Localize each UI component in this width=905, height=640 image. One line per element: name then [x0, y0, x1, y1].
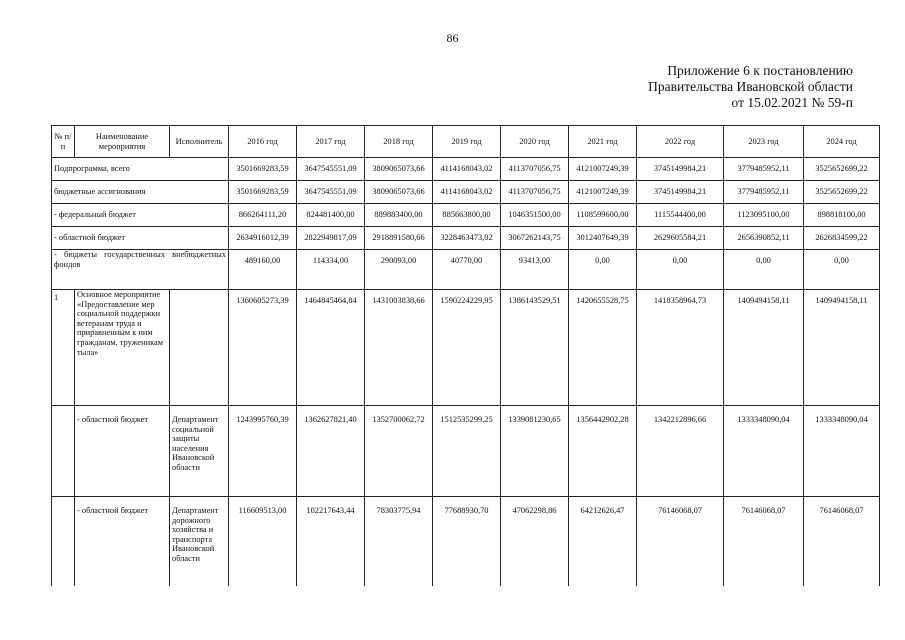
value-cell: 3809065073,66 — [365, 158, 433, 181]
value-cell: 1333348090,04 — [724, 406, 804, 497]
value-cell: 3779485952,11 — [724, 181, 804, 204]
value-cell: 1352700062,72 — [365, 406, 433, 497]
header-cell: Наименование мероприятия — [75, 126, 170, 158]
value-cell: 0,00 — [637, 250, 724, 290]
value-cell: 3228463473,02 — [433, 227, 501, 250]
executor — [170, 290, 229, 406]
budget-table — [51, 125, 880, 586]
header-cell: 2021 год — [569, 126, 637, 158]
value-cell: 2918891580,66 — [365, 227, 433, 250]
value-cell: 2656390852,11 — [724, 227, 804, 250]
page-number: 86 — [446, 31, 459, 45]
value-cell: 898818100,00 — [804, 204, 880, 227]
header-cell: 2020 год — [501, 126, 569, 158]
value-cell: 1333348090,04 — [804, 406, 880, 497]
header-cell: 2023 год — [724, 126, 804, 158]
appendix-line-1: Приложение 6 к постановлению — [667, 63, 853, 78]
value-cell: 3809065073,66 — [365, 181, 433, 204]
value-cell: 0,00 — [569, 250, 637, 290]
value-cell: 1339081230,65 — [501, 406, 569, 497]
value-cell: 1418358964,73 — [637, 290, 724, 406]
value-cell: 3501669283,59 — [229, 181, 297, 204]
value-cell: 1362627821,40 — [297, 406, 365, 497]
value-cell: 0,00 — [804, 250, 880, 290]
value-cell: 4121007249,39 — [569, 158, 637, 181]
value-cell: 76146068,07 — [724, 497, 804, 587]
value-cell: 3525652699,22 — [804, 158, 880, 181]
measure-name: - областной бюджет — [75, 406, 170, 497]
row-label: Подпрограмма, всего — [52, 158, 229, 181]
appendix-header — [648, 63, 853, 111]
value-cell: 4121007249,39 — [569, 181, 637, 204]
value-cell: 3525652699,22 — [804, 181, 880, 204]
value-cell: 1386143529,51 — [501, 290, 569, 406]
table-row — [52, 204, 880, 227]
value-cell: 1243995760,39 — [229, 406, 297, 497]
table-row — [52, 290, 880, 406]
value-cell: 1356442902,28 — [569, 406, 637, 497]
value-cell: 1420655528,75 — [569, 290, 637, 406]
value-cell: 3647545551,09 — [297, 158, 365, 181]
value-cell: 4113707056,75 — [501, 158, 569, 181]
value-cell: 116609513,00 — [229, 497, 297, 587]
value-cell: 47062298,86 — [501, 497, 569, 587]
table-row — [52, 497, 880, 587]
value-cell: 2626834599,22 — [804, 227, 880, 250]
value-cell: 3012407649,39 — [569, 227, 637, 250]
value-cell: 1512535299,25 — [433, 406, 501, 497]
value-cell: 77688930,70 — [433, 497, 501, 587]
header-cell: 2024 год — [804, 126, 880, 158]
table-row — [52, 406, 880, 497]
row-label: - федеральный бюджет — [52, 204, 229, 227]
value-cell: 1360605273,39 — [229, 290, 297, 406]
appendix-line-3: от 15.02.2021 № 59-п — [731, 95, 853, 110]
row-index — [52, 497, 75, 587]
value-cell: 76146068,07 — [637, 497, 724, 587]
value-cell: 290093,00 — [365, 250, 433, 290]
table-row — [52, 250, 880, 290]
value-cell: 1590224229,95 — [433, 290, 501, 406]
executor: Департамент социальной защиты населения Ивановской области — [170, 406, 229, 497]
value-cell: 3501669283,59 — [229, 158, 297, 181]
value-cell: 0,00 — [724, 250, 804, 290]
row-index — [52, 406, 75, 497]
value-cell: 2634916012,39 — [229, 227, 297, 250]
table-row — [52, 227, 880, 250]
header-cell: 2016 год — [229, 126, 297, 158]
value-cell: 3745149984,21 — [637, 158, 724, 181]
table-header-row — [52, 126, 880, 158]
value-cell: 1108599600,00 — [569, 204, 637, 227]
header-cell: 2017 год — [297, 126, 365, 158]
value-cell: 4114168043,02 — [433, 158, 501, 181]
value-cell: 1409494158,11 — [724, 290, 804, 406]
value-cell: 4114168043,02 — [433, 181, 501, 204]
header-cell: 2019 год — [433, 126, 501, 158]
executor: Департамент дорожного хозяйства и транспорта Ивановской области — [170, 497, 229, 587]
value-cell: 1123095100,00 — [724, 204, 804, 227]
value-cell: 3647545551,09 — [297, 181, 365, 204]
value-cell: 824481400,00 — [297, 204, 365, 227]
value-cell: 866264111,20 — [229, 204, 297, 227]
header-cell: 2022 год — [637, 126, 724, 158]
value-cell: 76146068,07 — [804, 497, 880, 587]
value-cell: 1342212896,66 — [637, 406, 724, 497]
value-cell: 889883400,00 — [365, 204, 433, 227]
value-cell: 3745149984,21 — [637, 181, 724, 204]
value-cell: 885663800,00 — [433, 204, 501, 227]
value-cell: 1046351500,00 — [501, 204, 569, 227]
value-cell: 1464845464,84 — [297, 290, 365, 406]
value-cell: 3067262143,75 — [501, 227, 569, 250]
value-cell: 64212626,47 — [569, 497, 637, 587]
value-cell: 78303775,94 — [365, 497, 433, 587]
appendix-line-2: Правительства Ивановской области — [648, 79, 853, 94]
header-cell: № п/п — [52, 126, 75, 158]
row-label: - областной бюджет — [52, 227, 229, 250]
row-index: 1 — [52, 290, 75, 406]
value-cell: 2629605584,21 — [637, 227, 724, 250]
row-label: - бюджеты государственных внебюджетных фондов — [52, 250, 229, 290]
value-cell: 1431003838,66 — [365, 290, 433, 406]
header-cell: 2018 год — [365, 126, 433, 158]
value-cell: 93413,00 — [501, 250, 569, 290]
value-cell: 4113707056,75 — [501, 181, 569, 204]
row-label: бюджетные ассигнования — [52, 181, 229, 204]
value-cell: 3779485952,11 — [724, 158, 804, 181]
table-row — [52, 158, 880, 181]
header-cell: Исполнитель — [170, 126, 229, 158]
value-cell: 114334,00 — [297, 250, 365, 290]
value-cell: 1409494158,11 — [804, 290, 880, 406]
value-cell: 489160,00 — [229, 250, 297, 290]
table-row — [52, 181, 880, 204]
value-cell: 40770,00 — [433, 250, 501, 290]
value-cell: 2822949817,09 — [297, 227, 365, 250]
value-cell: 102217643,44 — [297, 497, 365, 587]
value-cell: 1115544400,00 — [637, 204, 724, 227]
measure-name: Основное мероприятие «Предоставление мер социальной поддержки ветеранам труда и приравненным к ним гражданам, труженикам тыла» — [75, 290, 170, 406]
measure-name: - областной бюджет — [75, 497, 170, 587]
